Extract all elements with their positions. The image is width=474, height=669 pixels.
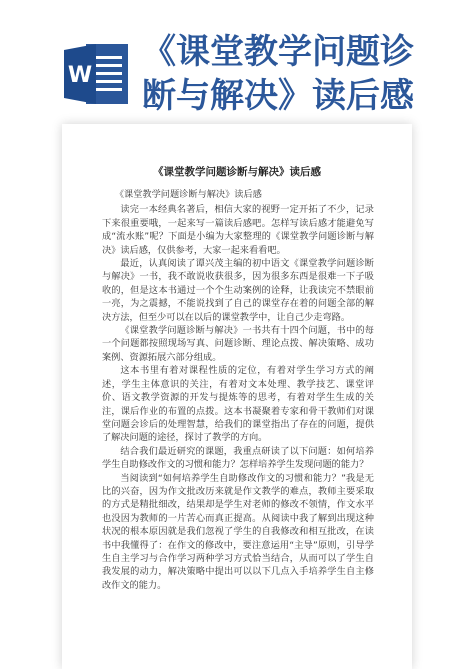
word-logo-letter: W xyxy=(67,63,93,88)
document-title: 《课堂教学问题诊断与解决》读后感 xyxy=(153,166,321,178)
paragraph: 读完一本经典名著后，相信大家的视野一定开拓了不少，记录下来很重要哦，一起来写一篇读后感吧。怎样写读后感才能避免写成“流水账”呢？下面是小编为大家整理的《课堂教学问题诊断与解决》读后感，仅供参考，大家一起来看看吧。 xyxy=(102,204,374,256)
paragraph: 最近，认真阅读了谭兴茂主编的初中语文《课堂教学问题诊断与解决》一书，我不敢说收获很多，因为很多东西是很难一下子吸收的，但是这本书通过一个个生动案例的诠释，让我读完不禁眼前一亮，为之震撼，不能说找到了自己的课堂存在着的问题全部的解决方法，但至少可以在以后的课堂教学中，让自己少走弯路。 xyxy=(102,258,374,323)
paragraph: 这本书里有着对课程性质的定位，有着对学生学习方式的阐述，学生主体意识的关注，有着对文本处理、教学技艺、课堂评价、语文教学资源的开发与提炼等的思考，有着对学生生成的关注，课后作业的布置的点拨。这本书凝聚着专家和骨干教师们对课堂问题会诊后的处理智慧，给我们的课堂指出了存在的问题，提供了解决问题的途径，探讨了教学的方向。 xyxy=(102,365,374,444)
paragraph: 《课堂教学问题诊断与解决》一书共有十四个问题，书中的每一个问题都按照现场写真、问题诊断、理论点拨、解决策略、成功案例、资源拓展六部分组成。 xyxy=(102,325,374,363)
banner-title xyxy=(142,30,462,118)
banner-title-line-2: 断与解决》读后感 xyxy=(142,76,414,116)
document-page xyxy=(62,124,412,669)
banner-title-line-1: 《课堂教学问题诊 xyxy=(142,32,414,72)
paragraph: 结合我们最近研究的课题，我重点研读了以下问题：如何培养学生自助修改作文的习惯和能力？怎样培养学生发现问题的能力？ xyxy=(102,445,374,471)
paragraph: 当阅读到“如何培养学生自助修改作文的习惯和能力？”我是无比的兴奋，因为作文批改历来就是作文教学的难点，教师主要采取的方式是精批细改，结果却是学生对老师的修改不领情，作文水平也没因为教师的一片苦心而真正提高。从阅读中我了解到出现这种状况的根本原因就是我们忽视了学生的自我修改和相互批改，在读书中我懂得了：在作文的修改中，要注意运用“主导”原则，引导学生自主学习与合作学习两种学习方式恰当结合，从而可以了学生自我发展的动力，解决策略中提出可以以下几点入手培养学生自主修改作文的能力。 xyxy=(102,472,374,591)
word-document-icon xyxy=(62,40,130,108)
header-banner xyxy=(0,0,474,118)
document-body xyxy=(102,188,374,592)
document-subtitle: 《课堂教学问题诊断与解决》读后感 xyxy=(114,189,262,200)
